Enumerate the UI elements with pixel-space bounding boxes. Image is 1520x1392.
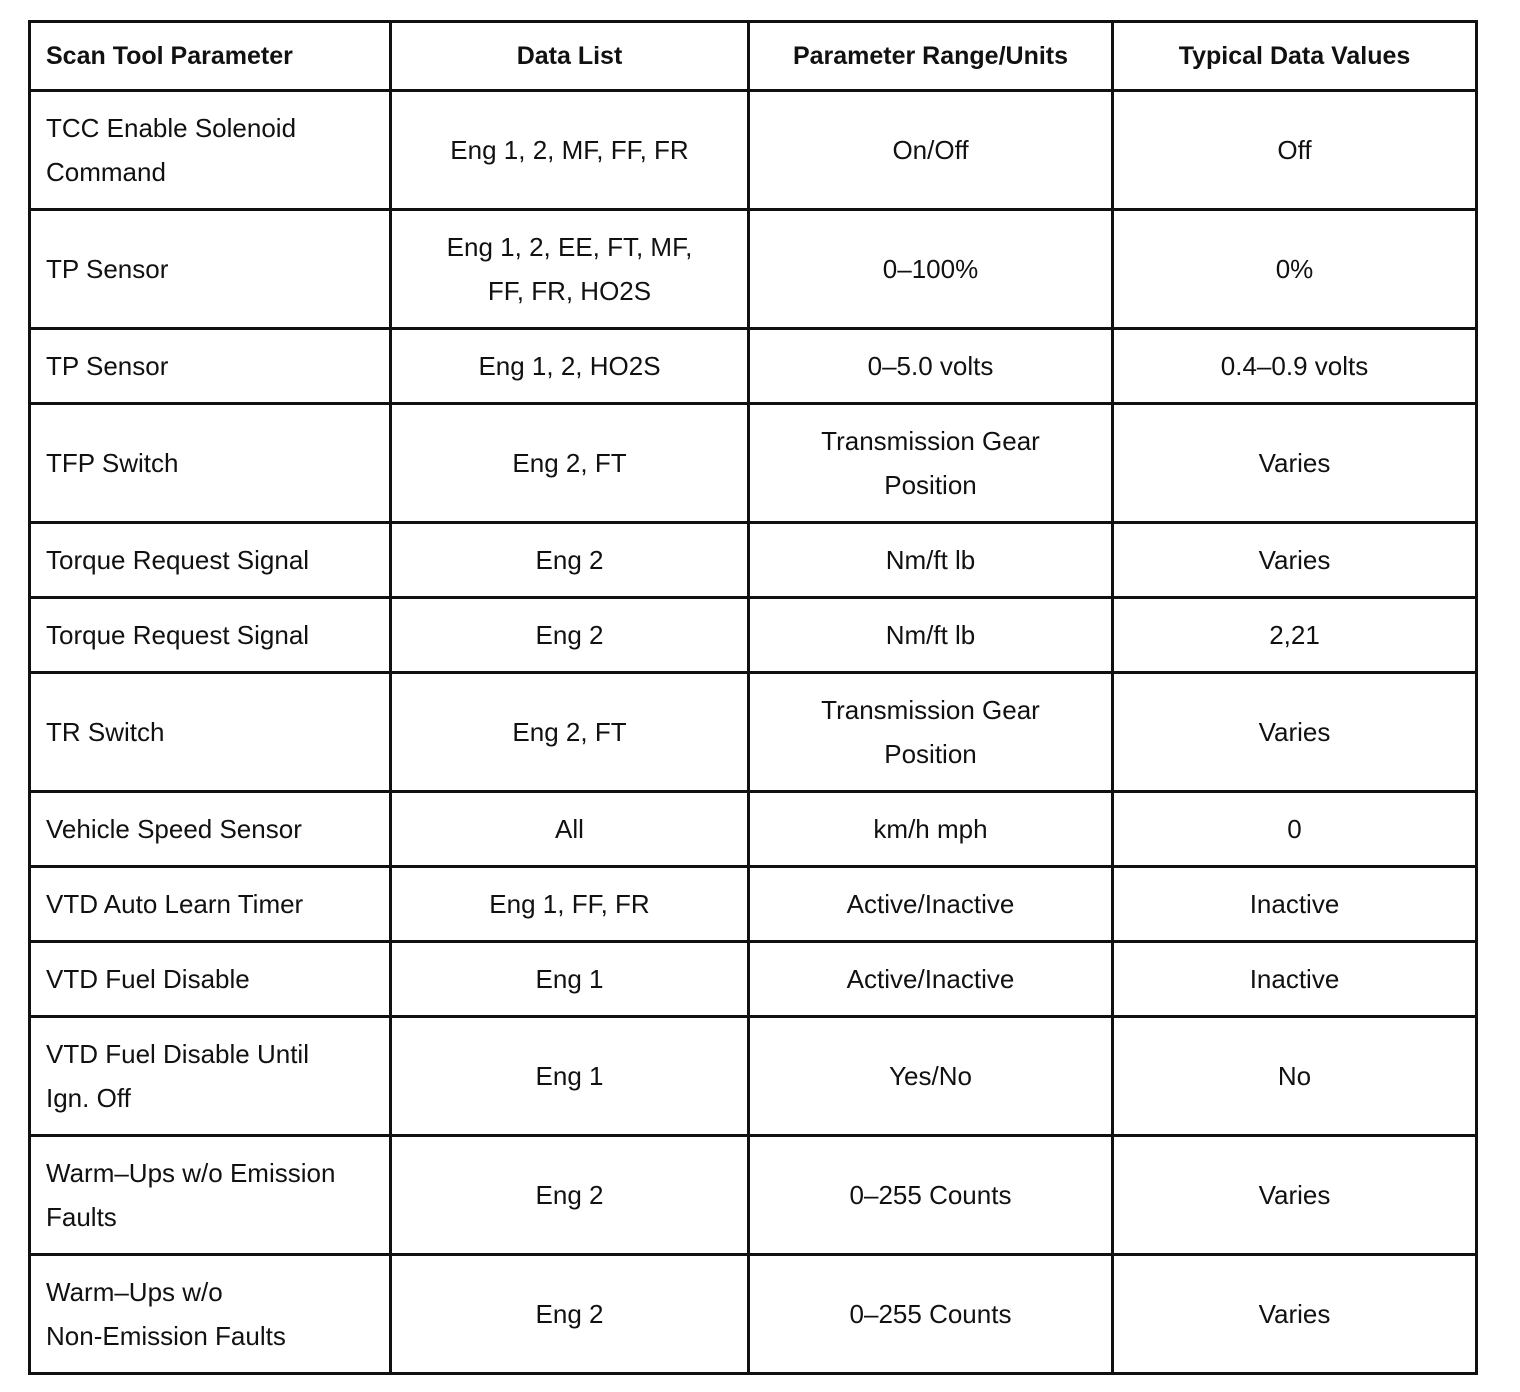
cell-typical-value: [1113, 598, 1477, 673]
cell-text: All: [555, 813, 584, 844]
table-row: [30, 1136, 1477, 1255]
table-row: [30, 91, 1477, 210]
cell-text: Ign. Off: [46, 1083, 131, 1113]
cell-parameter-range: [749, 1017, 1113, 1136]
cell-data-list: [391, 1255, 749, 1374]
cell-data-list: [391, 867, 749, 942]
cell-data-list: [391, 1017, 749, 1136]
cell-text: Eng 2: [535, 1298, 604, 1329]
cell-data-list: [391, 792, 749, 867]
cell-scan-tool-parameter: [30, 210, 391, 329]
cell-text: Varies: [1258, 1179, 1331, 1210]
table-row: [30, 1255, 1477, 1374]
table-row: [30, 404, 1477, 523]
cell-parameter-range: [749, 942, 1113, 1017]
cell-data-list: [391, 404, 749, 523]
cell-text: Eng 1, 2, MF, FF, FR: [450, 134, 689, 165]
cell-text: Position: [884, 470, 977, 500]
cell-text: TP Sensor: [46, 253, 169, 284]
cell-text: FF, FR, HO2S: [487, 276, 652, 306]
cell-text: Command: [46, 157, 166, 187]
table-row: [30, 210, 1477, 329]
cell-typical-value: [1113, 1136, 1477, 1255]
cell-text: 0: [1287, 813, 1302, 844]
header-typical-data-values: Typical Data Values: [1113, 22, 1477, 91]
cell-text: Nm/ft lb: [885, 619, 976, 650]
cell-typical-value: [1113, 1017, 1477, 1136]
cell-text: Nm/ft lb: [885, 544, 976, 575]
cell-text: Eng 2, FT: [512, 716, 627, 747]
cell-typical-value: [1113, 1255, 1477, 1374]
table-row: [30, 942, 1477, 1017]
cell-text: 0%: [1275, 253, 1314, 284]
cell-parameter-range: [749, 1136, 1113, 1255]
table-row: [30, 523, 1477, 598]
cell-parameter-range: [749, 792, 1113, 867]
cell-text: Varies: [1258, 1298, 1331, 1329]
cell-typical-value: [1113, 329, 1477, 404]
cell-text: Faults: [46, 1202, 117, 1232]
cell-parameter-range: [749, 598, 1113, 673]
cell-data-list: [391, 673, 749, 792]
cell-text: 0–100%: [882, 253, 979, 284]
cell-text: Varies: [1258, 544, 1331, 575]
cell-text: TFP Switch: [46, 447, 179, 478]
table-row: [30, 673, 1477, 792]
cell-typical-value: [1113, 942, 1477, 1017]
header-scan-tool-parameter: Scan Tool Parameter: [30, 22, 391, 91]
cell-text: Eng 2: [535, 1179, 604, 1210]
header-data-list: Data List: [391, 22, 749, 91]
cell-typical-value: [1113, 404, 1477, 523]
cell-scan-tool-parameter: [30, 598, 391, 673]
scan-tool-parameter-table: [28, 20, 1478, 1375]
cell-text: Eng 1: [535, 1060, 604, 1091]
cell-text: Transmission Gear: [821, 425, 1040, 456]
cell-scan-tool-parameter: [30, 792, 391, 867]
table-row: [30, 1017, 1477, 1136]
cell-text: Transmission Gear: [821, 694, 1040, 725]
cell-text: Vehicle Speed Sensor: [46, 813, 302, 844]
cell-text: 0.4–0.9 volts: [1220, 350, 1369, 381]
cell-text: Eng 1, 2, HO2S: [478, 350, 661, 381]
cell-typical-value: [1113, 210, 1477, 329]
cell-text: VTD Fuel Disable Until: [46, 1038, 309, 1069]
cell-text: VTD Auto Learn Timer: [46, 888, 304, 919]
cell-text: Position: [884, 739, 977, 769]
cell-text: Active/Inactive: [846, 963, 1015, 994]
cell-scan-tool-parameter: [30, 867, 391, 942]
cell-parameter-range: [749, 523, 1113, 598]
cell-data-list: [391, 210, 749, 329]
cell-typical-value: [1113, 673, 1477, 792]
cell-scan-tool-parameter: [30, 942, 391, 1017]
cell-parameter-range: [749, 91, 1113, 210]
cell-text: Eng 2: [535, 544, 604, 575]
cell-text: TR Switch: [46, 716, 165, 747]
table-row: [30, 329, 1477, 404]
cell-parameter-range: [749, 210, 1113, 329]
cell-parameter-range: [749, 404, 1113, 523]
cell-text: Warm–Ups w/o: [46, 1276, 223, 1307]
cell-text: TP Sensor: [46, 350, 169, 381]
cell-text: On/Off: [892, 134, 969, 165]
table-row: [30, 867, 1477, 942]
cell-text: Torque Request Signal: [46, 544, 310, 575]
cell-scan-tool-parameter: [30, 1136, 391, 1255]
cell-text: Inactive: [1249, 963, 1340, 994]
cell-text: TCC Enable Solenoid: [46, 112, 297, 143]
cell-parameter-range: [749, 867, 1113, 942]
cell-scan-tool-parameter: [30, 1255, 391, 1374]
cell-text: Varies: [1258, 447, 1331, 478]
cell-scan-tool-parameter: [30, 673, 391, 792]
cell-text: km/h mph: [873, 813, 988, 844]
cell-data-list: [391, 91, 749, 210]
cell-scan-tool-parameter: [30, 329, 391, 404]
header-row: [30, 22, 1477, 91]
cell-data-list: [391, 598, 749, 673]
cell-scan-tool-parameter: [30, 404, 391, 523]
cell-text: 0–255 Counts: [849, 1179, 1012, 1210]
cell-text: 0–5.0 volts: [867, 350, 994, 381]
cell-parameter-range: [749, 329, 1113, 404]
cell-typical-value: [1113, 792, 1477, 867]
header-parameter-range-units: Parameter Range/Units: [749, 22, 1113, 91]
cell-text: Inactive: [1249, 888, 1340, 919]
cell-text: Eng 2, FT: [512, 447, 627, 478]
cell-text: Eng 1, 2, EE, FT, MF,: [446, 231, 693, 262]
cell-parameter-range: [749, 1255, 1113, 1374]
cell-typical-value: [1113, 523, 1477, 598]
cell-text: Non-Emission Faults: [46, 1321, 286, 1351]
cell-data-list: [391, 1136, 749, 1255]
cell-typical-value: [1113, 867, 1477, 942]
cell-text: 0–255 Counts: [849, 1298, 1012, 1329]
cell-text: Eng 1, FF, FR: [489, 888, 650, 919]
cell-text: VTD Fuel Disable: [46, 963, 250, 994]
cell-text: Eng 2: [535, 619, 604, 650]
cell-text: 2,21: [1269, 619, 1320, 650]
cell-text: Off: [1277, 134, 1312, 165]
cell-text: Eng 1: [535, 963, 604, 994]
cell-text: Active/Inactive: [846, 888, 1015, 919]
cell-text: Warm–Ups w/o Emission: [46, 1157, 336, 1188]
cell-text: Yes/No: [889, 1060, 972, 1091]
cell-scan-tool-parameter: [30, 523, 391, 598]
cell-text: Torque Request Signal: [46, 619, 310, 650]
cell-text: No: [1277, 1060, 1312, 1091]
cell-data-list: [391, 523, 749, 598]
cell-parameter-range: [749, 673, 1113, 792]
cell-text: Varies: [1258, 716, 1331, 747]
cell-typical-value: [1113, 91, 1477, 210]
cell-data-list: [391, 942, 749, 1017]
table-row: [30, 598, 1477, 673]
cell-scan-tool-parameter: [30, 1017, 391, 1136]
cell-data-list: [391, 329, 749, 404]
cell-scan-tool-parameter: [30, 91, 391, 210]
table-row: [30, 792, 1477, 867]
